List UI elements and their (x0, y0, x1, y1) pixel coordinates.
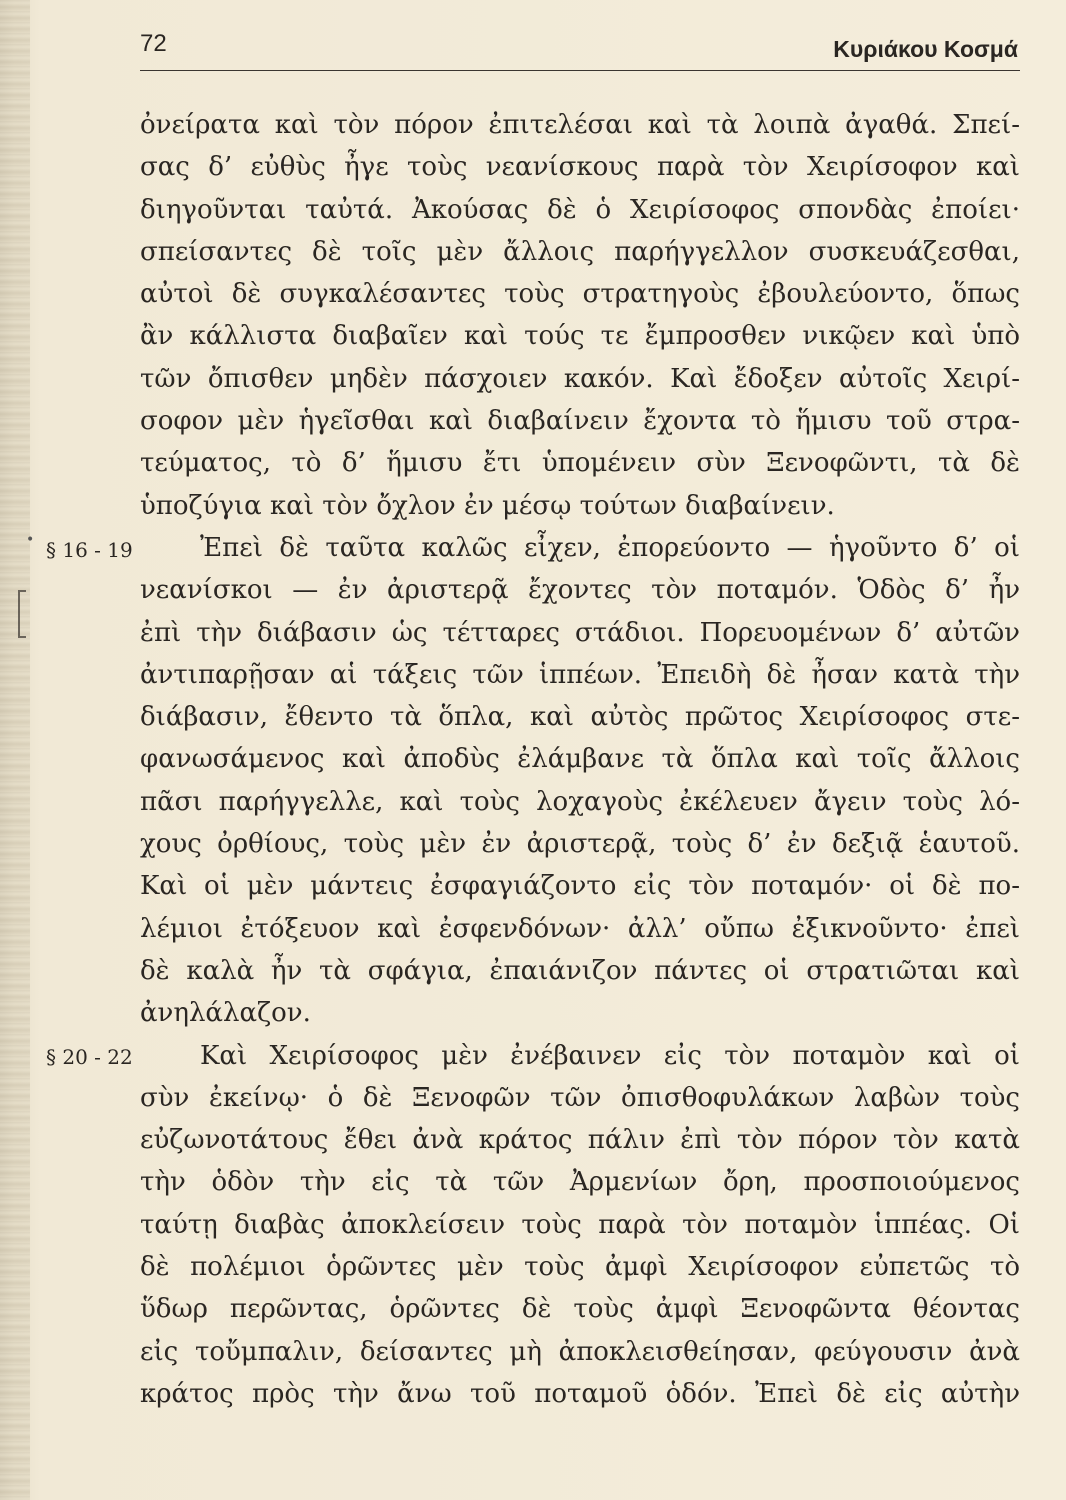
text-line: σας δ’ εὐθὺς ἦγε τοὺς νεανίσκους παρὰ τὸν Χειρίσοφον καὶ (140, 152, 1020, 183)
text-line: λέμιοι ἐτόξευον καὶ ἐσφενδόνων· ἀλλ’ οὔπω ἐξικνοῦντο· ἐπεὶ (140, 913, 1020, 944)
binding-edge (0, 0, 30, 1500)
section-marker-20-22: § 20 - 22 (46, 1045, 133, 1069)
text-line: τεύματος, τὸ δ’ ἥμισυ ἔτι ὑπομένειν σὺν Ξενοφῶντι, τὰ δὲ (140, 448, 1020, 479)
margin-bullet: • (26, 532, 35, 548)
text-line: εὐζωνοτάτους ἔθει ἀνὰ κράτος πάλιν ἐπὶ τὸν πόρον τὸν κατὰ (140, 1125, 1020, 1156)
text-line: ἐπὶ τὴν διάβασιν ὡς τέτταρες στάδιοι. Πορευομένων δ’ αὐτῶν (140, 617, 1020, 648)
header-rule (140, 70, 1020, 71)
margin-bracket (18, 590, 26, 638)
main-text (140, 104, 1020, 1415)
text-line: ὀνείρατα καὶ τὸν πόρον ἐπιτελέσαι καὶ τὰ λοιπὰ ἀγαθά. Σπεί- (140, 110, 1020, 140)
page-number: 72 (140, 30, 167, 57)
text-line: δὲ πολέμιοι ὁρῶντες μὲν τοὺς ἀμφὶ Χειρίσοφον εὐπετῶς τὸ (140, 1252, 1020, 1283)
text-line: Καὶ Χειρίσοφος μὲν ἐνέβαινεν εἰς τὸν ποταμὸν καὶ οἱ (200, 1040, 1020, 1071)
text-line: διηγοῦνται ταὐτά. Ἀκούσας δὲ ὁ Χειρίσοφος σπονδὰς ἐποίει· (140, 194, 1020, 225)
section-marker-16-19: § 16 - 19 (46, 538, 133, 562)
text-line: αὐτοὶ δὲ συγκαλέσαντες τοὺς στρατηγοὺς ἐβουλεύοντο, ὅπως (140, 279, 1020, 310)
text-line: ἂν κάλλιστα διαβαῖεν καὶ τούς τε ἔμπροσθεν νικῷεν καὶ ὑπὸ (140, 321, 1020, 352)
running-title: Κυριάκου Κοσμά (833, 36, 1018, 62)
text-line: διάβασιν, ἔθεντο τὰ ὅπλα, καὶ αὐτὸς πρῶτος Χειρίσοφος στε- (140, 702, 1020, 733)
text-line: σπείσαντες δὲ τοῖς μὲν ἄλλοις παρήγγελλον συσκευάζεσθαι, (140, 236, 1020, 267)
text-line: ταύτῃ διαβὰς ἀποκλείσειν τοὺς παρὰ τὸν ποταμὸν ἱππέας. Οἱ (140, 1209, 1020, 1240)
text-line: ἀνηλάλαζον. (140, 998, 311, 1029)
text-line: κράτος πρὸς τὴν ἄνω τοῦ ποταμοῦ ὁδόν. Ἐπεὶ δὲ εἰς αὐτὴν (140, 1378, 1020, 1409)
text-line: ὑποζύγια καὶ τὸν ὄχλον ἐν μέσῳ τούτων διαβαίνειν. (140, 490, 835, 521)
text-line: τῶν ὄπισθεν μηδὲν πάσχοιεν κακόν. Καὶ ἔδοξεν αὐτοῖς Χειρί- (140, 363, 1020, 394)
text-line: ἀντιπαρῇσαν αἱ τάξεις τῶν ἱππέων. Ἐπειδὴ δὲ ἦσαν κατὰ τὴν (140, 659, 1020, 690)
text-line: Καὶ οἱ μὲν μάντεις ἐσφαγιάζοντο εἰς τὸν ποταμόν· οἱ δὲ πο- (140, 871, 1020, 902)
text-line: σὺν ἐκείνῳ· ὁ δὲ Ξενοφῶν τῶν ὀπισθοφυλάκων λαβὼν τοὺς (140, 1082, 1020, 1113)
text-line: δὲ καλὰ ἦν τὰ σφάγια, ἐπαιάνιζον πάντες οἱ στρατιῶται καὶ (140, 955, 1020, 986)
text-line: εἰς τοὔμπαλιν, δείσαντες μὴ ἀποκλεισθείησαν, φεύγουσιν ἀνὰ (140, 1336, 1020, 1367)
text-line: φανωσάμενος καὶ ἀποδὺς ἐλάμβανε τὰ ὅπλα καὶ τοῖς ἄλλοις (140, 744, 1020, 775)
text-line: ὕδωρ περῶντας, ὁρῶντες δὲ τοὺς ἀμφὶ Ξενοφῶντα θέοντας (140, 1294, 1020, 1325)
text-line: πᾶσι παρήγγελλε, καὶ τοὺς λοχαγοὺς ἐκέλευεν ἄγειν τοὺς λό- (140, 786, 1020, 817)
text-line: χους ὀρθίους, τοὺς μὲν ἐν ἀριστερᾷ, τοὺς δ’ ἐν δεξιᾷ ἑαυτοῦ. (140, 829, 1020, 860)
text-line: νεανίσκοι — ἐν ἀριστερᾷ ἔχοντες τὸν ποταμόν. Ὁδὸς δ’ ἦν (140, 575, 1020, 606)
text-line: σοφον μὲν ἡγεῖσθαι καὶ διαβαίνειν ἔχοντα τὸ ἥμισυ τοῦ στρα- (140, 406, 1020, 437)
text-line: Ἐπεὶ δὲ ταῦτα καλῶς εἶχεν, ἐπορεύοντο — ἡγοῦντο δ’ οἱ (200, 532, 1020, 563)
text-line: τὴν ὁδὸν τὴν εἰς τὰ τῶν Ἀρμενίων ὄρη, προσποιούμενος (140, 1167, 1020, 1198)
